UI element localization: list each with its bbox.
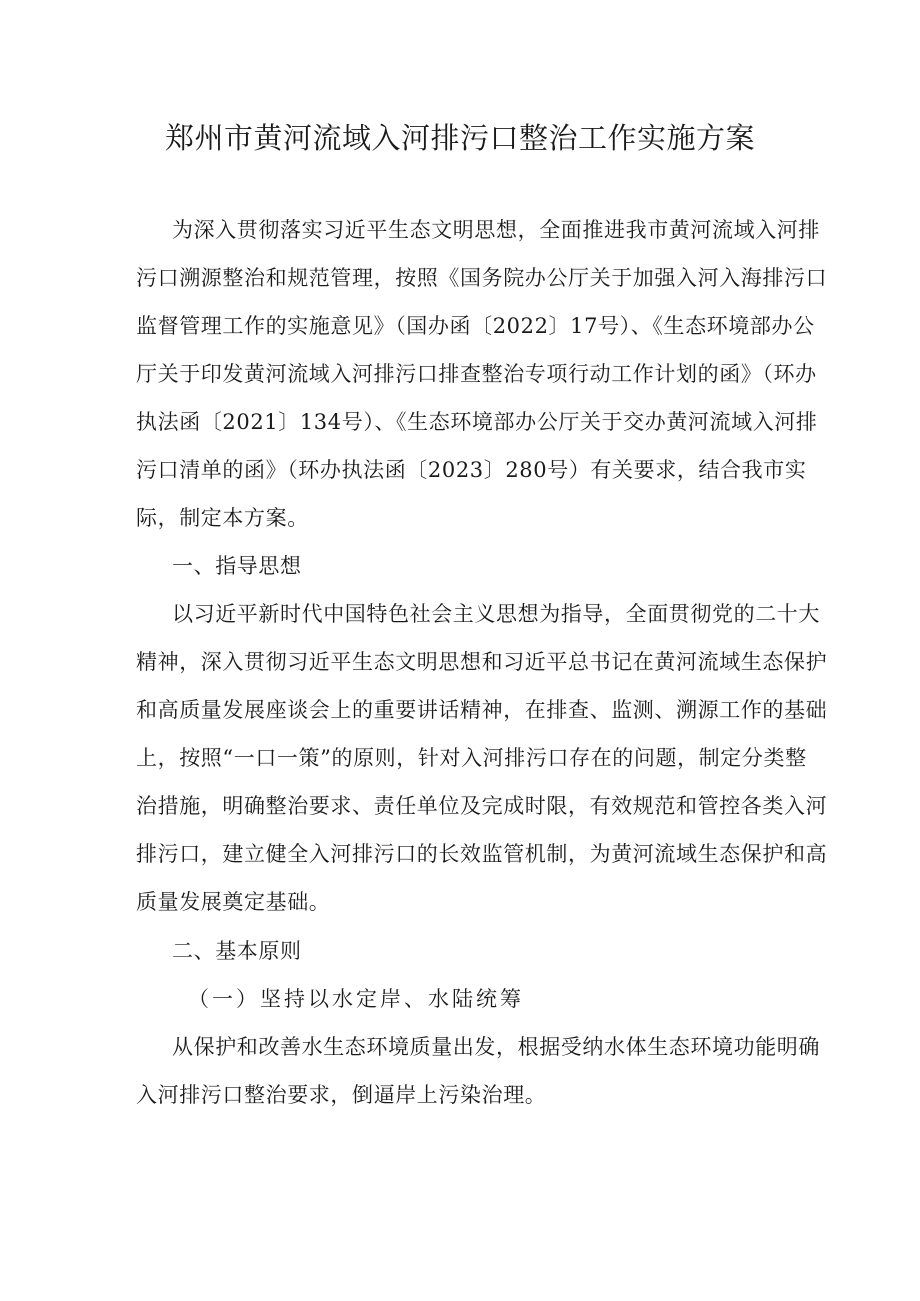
- paragraph-line: 为深入贯彻落实习近平生态文明思想，全面推进我市黄河流域入河排: [172, 218, 820, 242]
- paragraph-line: 污口溯源整治和规范管理，按照《国务院办公厅关于加强入河入海排污口: [136, 266, 828, 290]
- paragraph-line: 监督管理工作的实施意见》（国办函〔2022〕17号）、《生态环境部办公: [136, 314, 815, 338]
- paragraph-line: 入河排污口整治要求，倒逼岸上污染治理。: [136, 1083, 547, 1107]
- document-title: 郑州市黄河流域入河排污口整治工作实施方案: [164, 121, 755, 155]
- paragraph-line: 际，制定本方案。: [136, 506, 309, 530]
- paragraph-line: 治措施，明确整治要求、责任单位及完成时限，有效规范和管控各类入河: [136, 794, 828, 818]
- paragraph-line: 和高质量发展座谈会上的重要讲话精神，在排查、监测、溯源工作的基础: [136, 698, 828, 722]
- paragraph-line: 厅关于印发黄河流域入河排污口排查整治专项行动工作计划的函》（环办: [136, 362, 817, 386]
- paragraph-line: 质量发展奠定基础。: [136, 890, 331, 914]
- section-heading-basic-principles: 二、基本原则: [172, 939, 302, 963]
- paragraph-line: 以习近平新时代中国特色社会主义思想为指导，全面贯彻党的二十大: [172, 602, 820, 626]
- section-heading-guiding-ideology: 一、指导思想: [172, 554, 302, 578]
- paragraph-line: 上，按照“一口一策”的原则，针对入河排污口存在的问题，制定分类整: [136, 746, 807, 770]
- paragraph-line: 执法函〔2021〕134号）、《生态环境部办公厅关于交办黄河流域入河排: [136, 410, 818, 434]
- paragraph-line: 污口清单的函》（环办执法函〔2023〕280号）有关要求，结合我市实: [136, 458, 807, 482]
- paragraph-line: 从保护和改善水生态环境质量出发，根据受纳水体生态环境功能明确: [172, 1035, 820, 1059]
- subsection-heading: （一）坚持以水定岸、水陆统筹: [188, 987, 524, 1011]
- paragraph-line: 排污口，建立健全入河排污口的长效监管机制，为黄河流域生态保护和高: [136, 842, 828, 866]
- paragraph-line: 精神，深入贯彻习近平生态文明思想和习近平总书记在黄河流域生态保护: [136, 650, 828, 674]
